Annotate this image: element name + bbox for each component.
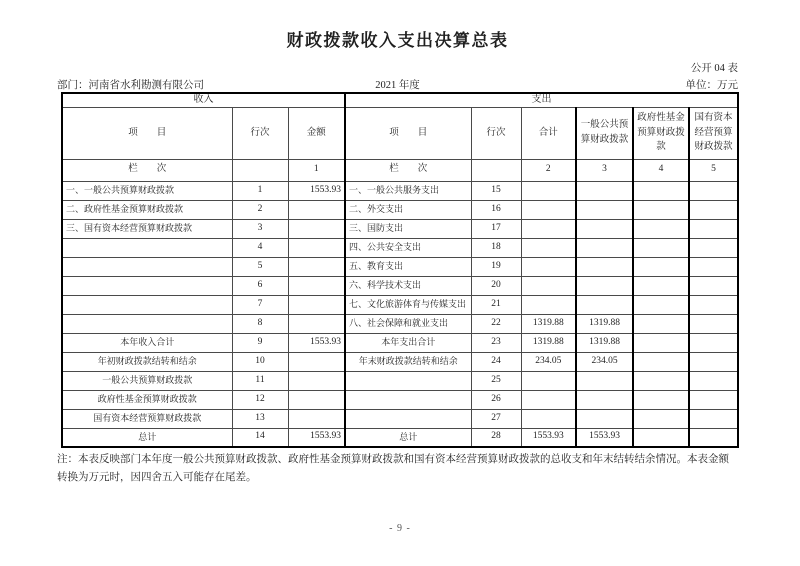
expense-state-capital-cell (689, 219, 738, 238)
table-row (62, 428, 738, 447)
expense-gov-fund-cell (633, 200, 689, 219)
income-item-cell: 年初财政拨款结转和结余 (62, 352, 232, 371)
income-line-no-cell: 10 (232, 352, 288, 371)
expense-general-budget-cell (576, 238, 633, 257)
expense-line-no-cell: 25 (471, 371, 521, 390)
expense-gov-fund-cell (633, 352, 689, 371)
expense-general-budget-cell: 1553.93 (576, 428, 633, 447)
expense-state-capital-cell (689, 409, 738, 428)
expense-gov-fund-cell (633, 409, 689, 428)
expense-item-cell: 一、一般公共服务支出 (345, 181, 471, 200)
income-item-cell (62, 314, 232, 333)
income-line-no-cell: 8 (232, 314, 288, 333)
expense-total-cell (521, 276, 576, 295)
expense-total-cell (521, 181, 576, 200)
expense-general-budget-cell (576, 390, 633, 409)
income-amount-cell (288, 276, 345, 295)
table-row (62, 295, 738, 314)
income-amount-cell (288, 257, 345, 276)
income-item-cell (62, 257, 232, 276)
expense-total-cell (521, 295, 576, 314)
expense-item-header: 项 目 (345, 107, 471, 159)
expense-item-cell: 三、国防支出 (345, 219, 471, 238)
meta-row (57, 75, 738, 92)
expense-total-cell (521, 371, 576, 390)
expense-general-budget-cell (576, 276, 633, 295)
expense-total-cell (521, 219, 576, 238)
expense-line-no-header: 行次 (471, 107, 521, 159)
income-amount-cell (288, 314, 345, 333)
expense-state-capital-cell (689, 257, 738, 276)
expense-total-cell (521, 390, 576, 409)
expense-general-budget-cell (576, 409, 633, 428)
income-amount-cell: 1553.93 (288, 181, 345, 200)
expense-gov-fund-col-number: 4 (633, 159, 689, 181)
expense-general-budget-cell (576, 371, 633, 390)
table-code: 公开 04 表 (690, 63, 738, 74)
unit-label: 单位：万元 (685, 80, 738, 91)
income-line-no-cell: 6 (232, 276, 288, 295)
expense-gov-fund-cell (633, 257, 689, 276)
table-row (62, 276, 738, 295)
table-row (62, 238, 738, 257)
income-item-cell: 总计 (62, 428, 232, 447)
table-row (62, 371, 738, 390)
expense-gov-fund-cell (633, 428, 689, 447)
expense-gov-fund-cell (633, 295, 689, 314)
income-item-cell: 三、国有资本经营预算财政拨款 (62, 219, 232, 238)
income-line-no-cell: 11 (232, 371, 288, 390)
table-row (62, 181, 738, 200)
expense-general-budget-cell: 1319.88 (576, 314, 633, 333)
expense-state-capital-cell (689, 371, 738, 390)
expense-item-cell: 年末财政拨款结转和结余 (345, 352, 471, 371)
expense-state-capital-header: 国有资本经营预算财政拨款 (689, 107, 738, 159)
footnote-line-2: 转换为万元时，因四舍五入可能存在尾差。 (57, 472, 257, 484)
income-amount-cell: 1553.93 (288, 428, 345, 447)
expense-state-capital-cell (689, 238, 738, 257)
expense-item-cell: 本年支出合计 (345, 333, 471, 352)
table-row (62, 200, 738, 219)
expense-gov-fund-cell (633, 371, 689, 390)
expense-line-no-cell: 27 (471, 409, 521, 428)
expense-line-no-cell: 18 (471, 238, 521, 257)
expense-total-cell: 1319.88 (521, 333, 576, 352)
expense-gov-fund-cell (633, 390, 689, 409)
expense-item-cell: 二、外交支出 (345, 200, 471, 219)
expense-gov-fund-cell (633, 276, 689, 295)
page-number: - 9 - (389, 523, 411, 534)
column-header-row (62, 107, 738, 159)
expense-item-cell: 总计 (345, 428, 471, 447)
expense-general-budget-header: 一般公共预算财政拨款 (576, 107, 633, 159)
income-line-no-cell: 5 (232, 257, 288, 276)
expense-general-budget-cell (576, 295, 633, 314)
income-line-no-cell: 1 (232, 181, 288, 200)
income-amount-cell: 1553.93 (288, 333, 345, 352)
expense-line-no-cell: 26 (471, 390, 521, 409)
expense-general-budget-cell: 1319.88 (576, 333, 633, 352)
expense-gov-fund-cell (633, 238, 689, 257)
income-item-cell (62, 295, 232, 314)
footnote-line-1: 注：本表反映部门本年度一般公共预算财政拨款、政府性基金预算财政拨款和国有资本经营预算财政拨款的总收支和年末结转结余情况。本表金额 (57, 454, 729, 465)
department-label: 部门：河南省水利勘测有限公司 (57, 80, 204, 91)
expense-item-cell: 四、公共安全支出 (345, 238, 471, 257)
blank-cell (471, 159, 521, 181)
expense-state-capital-cell (689, 352, 738, 371)
expense-line-no-cell: 19 (471, 257, 521, 276)
income-amount-cell (288, 390, 345, 409)
expense-gov-fund-cell (633, 181, 689, 200)
expense-total-header: 合计 (521, 107, 576, 159)
table-row (62, 409, 738, 428)
expense-general-budget-cell (576, 200, 633, 219)
expense-general-col-number: 3 (576, 159, 633, 181)
income-lanci-label: 栏 次 (62, 159, 232, 181)
income-line-no-cell: 7 (232, 295, 288, 314)
income-amount-cell (288, 219, 345, 238)
expense-gov-fund-cell (633, 314, 689, 333)
expense-state-capital-col-number: 5 (689, 159, 738, 181)
income-amount-cell (288, 352, 345, 371)
income-line-no-cell: 4 (232, 238, 288, 257)
expense-general-budget-cell (576, 181, 633, 200)
income-line-no-cell: 9 (232, 333, 288, 352)
expense-state-capital-cell (689, 181, 738, 200)
expense-item-cell: 七、文化旅游体育与传媒支出 (345, 295, 471, 314)
table-row (62, 314, 738, 333)
income-item-cell: 一般公共预算财政拨款 (62, 371, 232, 390)
expense-state-capital-cell (689, 428, 738, 447)
table-row (62, 390, 738, 409)
expense-state-capital-cell (689, 276, 738, 295)
expense-total-cell (521, 200, 576, 219)
table-row (62, 352, 738, 371)
income-section-header: 收入 (62, 93, 345, 107)
income-line-no-header: 行次 (232, 107, 288, 159)
table-row (62, 333, 738, 352)
income-item-cell: 一、一般公共预算财政拨款 (62, 181, 232, 200)
expense-state-capital-cell (689, 200, 738, 219)
expense-line-no-cell: 21 (471, 295, 521, 314)
income-line-no-cell: 2 (232, 200, 288, 219)
expense-section-header: 支出 (345, 93, 738, 107)
expense-item-cell (345, 371, 471, 390)
income-item-cell: 二、政府性基金预算财政拨款 (62, 200, 232, 219)
expense-total-col-number: 2 (521, 159, 576, 181)
expense-state-capital-cell (689, 314, 738, 333)
expense-state-capital-cell (689, 333, 738, 352)
expense-total-cell (521, 257, 576, 276)
income-item-cell (62, 276, 232, 295)
expense-total-cell: 1319.88 (521, 314, 576, 333)
expense-state-capital-cell (689, 295, 738, 314)
income-line-no-cell: 14 (232, 428, 288, 447)
expense-gov-fund-cell (633, 219, 689, 238)
column-number-row (62, 159, 738, 181)
table-row (62, 257, 738, 276)
expense-item-cell: 八、社会保障和就业支出 (345, 314, 471, 333)
expense-item-cell: 六、科学技术支出 (345, 276, 471, 295)
expense-item-cell (345, 409, 471, 428)
fiscal-table (61, 92, 739, 448)
expense-general-budget-cell (576, 219, 633, 238)
expense-general-budget-cell (576, 257, 633, 276)
table-body (62, 181, 738, 447)
income-amount-cell (288, 295, 345, 314)
expense-item-cell (345, 390, 471, 409)
expense-gov-fund-header: 政府性基金预算财政拨款 (633, 107, 689, 159)
income-amount-cell (288, 409, 345, 428)
blank-cell (232, 159, 288, 181)
footnote (57, 451, 738, 488)
expense-general-budget-cell: 234.05 (576, 352, 633, 371)
expense-line-no-cell: 17 (471, 219, 521, 238)
income-item-cell: 政府性基金预算财政拨款 (62, 390, 232, 409)
expense-line-no-cell: 15 (471, 181, 521, 200)
expense-total-cell (521, 409, 576, 428)
expense-total-cell: 234.05 (521, 352, 576, 371)
expense-line-no-cell: 16 (471, 200, 521, 219)
expense-line-no-cell: 22 (471, 314, 521, 333)
expense-item-cell: 五、教育支出 (345, 257, 471, 276)
income-amount-cell (288, 238, 345, 257)
year-label: 2021 年度 (375, 80, 420, 91)
expense-total-cell: 1553.93 (521, 428, 576, 447)
income-amount-cell (288, 371, 345, 390)
income-line-no-cell: 13 (232, 409, 288, 428)
income-amount-cell (288, 200, 345, 219)
expense-line-no-cell: 20 (471, 276, 521, 295)
expense-line-no-cell: 24 (471, 352, 521, 371)
income-item-header: 项 目 (62, 107, 232, 159)
expense-line-no-cell: 28 (471, 428, 521, 447)
income-line-no-cell: 3 (232, 219, 288, 238)
expense-total-cell (521, 238, 576, 257)
income-amount-col-number: 1 (288, 159, 345, 181)
expense-line-no-cell: 23 (471, 333, 521, 352)
expense-gov-fund-cell (633, 333, 689, 352)
income-item-cell (62, 238, 232, 257)
section-header-row (62, 93, 738, 107)
expense-state-capital-cell (689, 390, 738, 409)
income-amount-header: 金额 (288, 107, 345, 159)
table-row (62, 219, 738, 238)
page-title: 财政拨款收入支出决算总表 (286, 31, 509, 50)
income-item-cell: 国有资本经营预算财政拨款 (62, 409, 232, 428)
expense-lanci-label: 栏 次 (345, 159, 471, 181)
income-line-no-cell: 12 (232, 390, 288, 409)
income-item-cell: 本年收入合计 (62, 333, 232, 352)
